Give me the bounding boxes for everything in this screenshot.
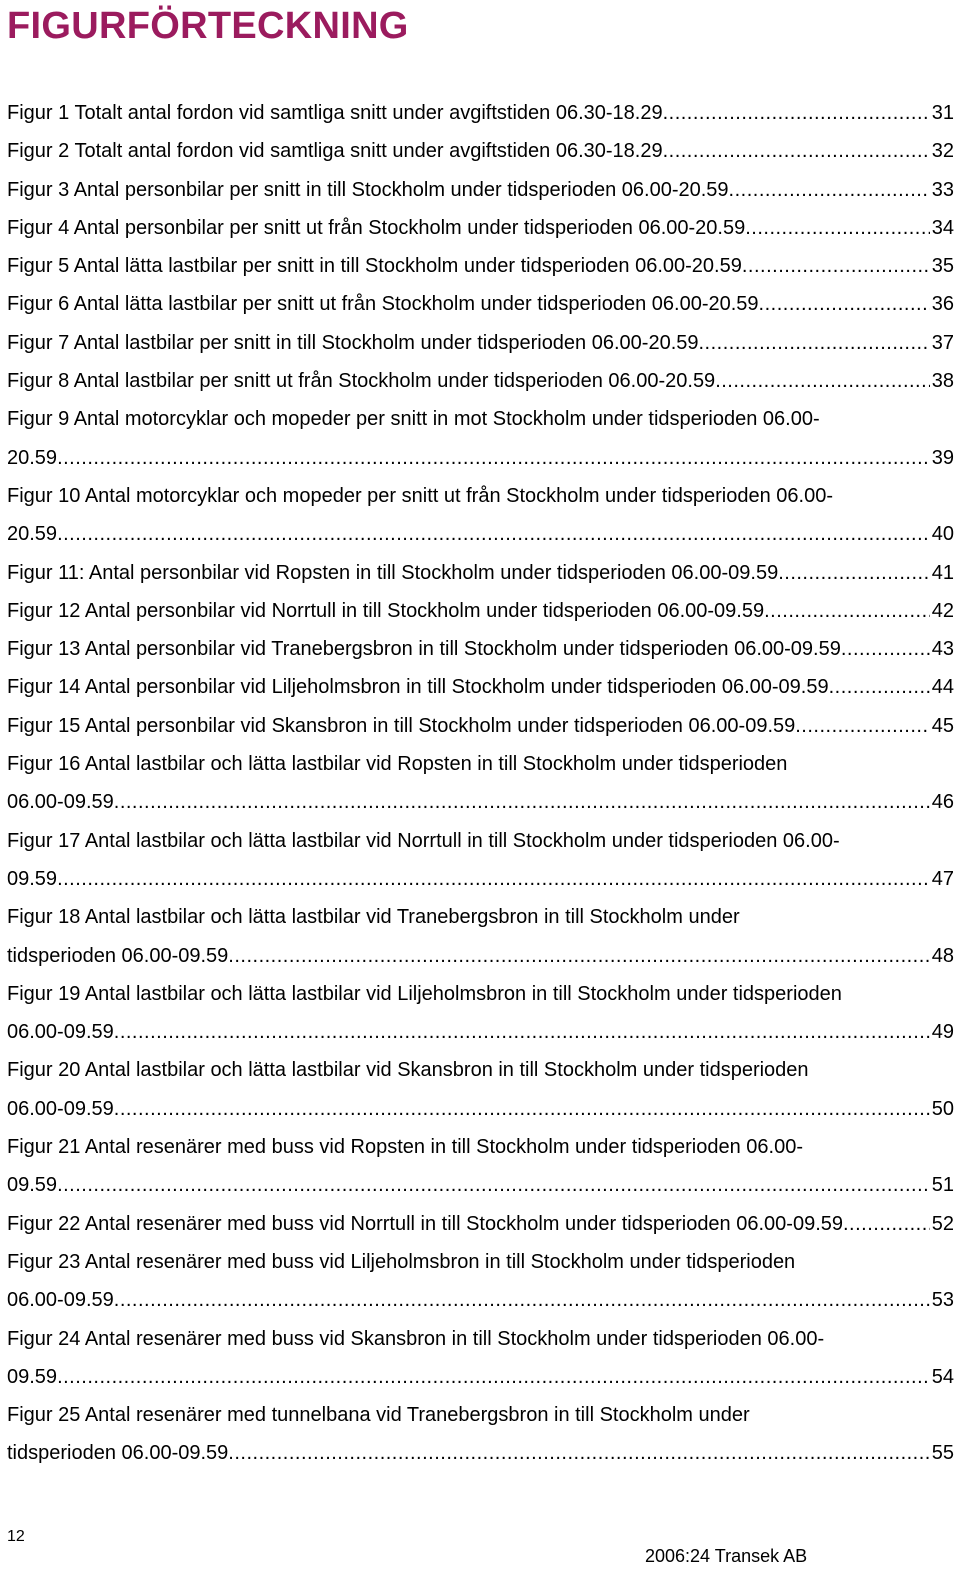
toc-entry[interactable] bbox=[7, 1396, 954, 1473]
toc-entry-text: 09.59 bbox=[7, 867, 58, 890]
toc-page-number: 34 bbox=[931, 216, 954, 239]
toc-entry-text: Figur 8 Antal lastbilar per snitt ut från Stockholm under tidsperioden 06.00-20.59 bbox=[7, 370, 716, 393]
page-title: FIGURFÖRTECKNING bbox=[7, 5, 409, 47]
toc-entry[interactable] bbox=[7, 745, 954, 822]
toc-entry-text: Figur 7 Antal lastbilar per snitt in till Stockholm under tidsperioden 06.00-20.59 bbox=[7, 331, 699, 354]
dot-leader bbox=[759, 285, 930, 323]
toc-entry-row bbox=[7, 209, 954, 247]
toc-entry-text: Figur 11: Antal personbilar vid Ropsten in till Stockholm under tidsperioden 06.00-09.59 bbox=[7, 561, 779, 584]
toc-entry-row bbox=[7, 707, 954, 745]
toc-entry-row bbox=[7, 247, 954, 285]
page-number: 12 bbox=[7, 1528, 25, 1545]
toc-page-number: 41 bbox=[931, 561, 954, 584]
toc-entry-text: 20.59 bbox=[7, 523, 58, 546]
toc-entry-row bbox=[7, 324, 954, 362]
toc-entry-row bbox=[7, 439, 954, 477]
toc-entry-text: Figur 19 Antal lastbilar och lätta lastbilar vid Liljeholmsbron in till Stockholm under tidsperioden bbox=[7, 982, 842, 1005]
toc-entry-row bbox=[7, 1090, 954, 1128]
dot-leader bbox=[57, 1358, 930, 1396]
toc-entry-text: 09.59 bbox=[7, 1365, 58, 1388]
toc-entry[interactable] bbox=[7, 592, 954, 630]
toc-entry[interactable] bbox=[7, 285, 954, 323]
toc-entry-row bbox=[7, 860, 954, 898]
toc-entry-text: Figur 10 Antal motorcyklar och mopeder per snitt ut från Stockholm under tidsperioden 06.00- bbox=[7, 484, 833, 507]
dot-leader bbox=[699, 324, 930, 362]
toc-page-number: 37 bbox=[931, 331, 954, 354]
toc-page-number: 40 bbox=[931, 523, 954, 546]
toc-entry-text: Figur 18 Antal lastbilar och lätta lastbilar vid Tranebergsbron in till Stockholm under bbox=[7, 906, 740, 929]
toc-page-number: 42 bbox=[931, 599, 954, 622]
toc-entry-text: Figur 16 Antal lastbilar och lätta lastbilar vid Ropsten in till Stockholm under tidsperioden bbox=[7, 753, 788, 776]
toc-entry-text: Figur 2 Totalt antal fordon vid samtliga snitt under avgiftstiden 06.30-18.29 bbox=[7, 140, 663, 163]
toc-entry-text: tidsperioden 06.00-09.59 bbox=[7, 1442, 229, 1465]
toc-entry-row bbox=[7, 1205, 954, 1243]
toc-entry-text: Figur 15 Antal personbilar vid Skansbron in till Stockholm under tidsperioden 06.00-09.59 bbox=[7, 714, 796, 737]
toc-entry-text: 06.00-09.59 bbox=[7, 791, 114, 814]
toc-entry-row bbox=[7, 1013, 954, 1051]
toc-page-number: 36 bbox=[931, 293, 954, 316]
dot-leader bbox=[729, 171, 930, 209]
toc-page-number: 45 bbox=[931, 714, 954, 737]
toc-entry-row bbox=[7, 554, 954, 592]
dot-leader bbox=[764, 592, 930, 630]
toc-entry-text: Figur 4 Antal personbilar per snitt ut från Stockholm under tidsperioden 06.00-20.59 bbox=[7, 216, 746, 239]
toc-entry-row bbox=[7, 937, 954, 975]
toc-entry-row bbox=[7, 362, 954, 400]
toc-entry-row bbox=[7, 1166, 954, 1204]
toc-entry[interactable] bbox=[7, 171, 954, 209]
toc-page-number: 33 bbox=[931, 178, 954, 201]
toc-entry-row bbox=[7, 1281, 954, 1319]
toc-entry[interactable] bbox=[7, 1051, 954, 1128]
toc-entry-text: Figur 14 Antal personbilar vid Liljeholmsbron in till Stockholm under tidsperioden 06.00-09.59 bbox=[7, 676, 829, 699]
toc-entry-text: Figur 20 Antal lastbilar och lätta lastbilar vid Skansbron in till Stockholm under tidsperioden bbox=[7, 1059, 809, 1082]
dot-leader bbox=[795, 707, 930, 745]
toc-page-number: 43 bbox=[931, 638, 954, 661]
toc-entry-row bbox=[7, 515, 954, 553]
toc-entry-row bbox=[7, 1434, 954, 1472]
toc-entry-text: Figur 9 Antal motorcyklar och mopeder per snitt in mot Stockholm under tidsperioden 06.00- bbox=[7, 408, 820, 431]
toc-page-number: 35 bbox=[931, 255, 954, 278]
toc-entry-text: Figur 25 Antal resenärer med tunnelbana vid Tranebergsbron in till Stockholm under bbox=[7, 1404, 750, 1427]
toc-entry[interactable] bbox=[7, 554, 954, 592]
dot-leader bbox=[745, 209, 930, 247]
toc-page-number: 44 bbox=[931, 676, 954, 699]
toc-entry-text: Figur 5 Antal lätta lastbilar per snitt in till Stockholm under tidsperioden 06.00-20.59 bbox=[7, 255, 742, 278]
toc-page-number: 31 bbox=[931, 102, 954, 124]
dot-leader bbox=[228, 1434, 929, 1472]
toc-page-number: 52 bbox=[931, 1212, 954, 1235]
toc-page-number: 46 bbox=[931, 791, 954, 814]
toc-entry-row bbox=[7, 132, 954, 170]
toc-entry-row bbox=[7, 783, 954, 821]
dot-leader bbox=[829, 668, 930, 706]
toc-entry[interactable] bbox=[7, 94, 954, 132]
toc-entry-text: Figur 17 Antal lastbilar och lätta lastbilar vid Norrtull in till Stockholm under tidsperioden 06.00- bbox=[7, 829, 840, 852]
toc-page-number: 50 bbox=[931, 1097, 954, 1120]
toc-entry-text: Figur 12 Antal personbilar vid Norrtull in till Stockholm under tidsperioden 06.00-09.59 bbox=[7, 599, 765, 622]
toc-entry-text: 06.00-09.59 bbox=[7, 1021, 114, 1044]
toc-entry[interactable] bbox=[7, 1205, 954, 1243]
toc-entry[interactable] bbox=[7, 707, 954, 745]
toc-page-number: 39 bbox=[931, 446, 954, 469]
toc-entry-text: Figur 21 Antal resenärer med buss vid Ropsten in till Stockholm under tidsperioden 06.00- bbox=[7, 1136, 803, 1159]
toc-page-number: 55 bbox=[931, 1442, 954, 1465]
toc-page-number: 47 bbox=[931, 867, 954, 890]
toc-page-number: 53 bbox=[931, 1289, 954, 1312]
toc-entry-text: 06.00-09.59 bbox=[7, 1289, 114, 1312]
dot-leader bbox=[57, 860, 930, 898]
dot-leader bbox=[742, 247, 930, 285]
dot-leader bbox=[663, 94, 930, 132]
dot-leader bbox=[715, 362, 930, 400]
toc-page-number: 49 bbox=[931, 1021, 954, 1044]
toc-entry[interactable] bbox=[7, 477, 954, 554]
dot-leader bbox=[114, 783, 930, 821]
toc-entry-text: Figur 24 Antal resenärer med buss vid Skansbron in till Stockholm under tidsperioden 06.00- bbox=[7, 1327, 825, 1350]
toc-entry[interactable] bbox=[7, 209, 954, 247]
toc-entry[interactable] bbox=[7, 630, 954, 668]
dot-leader bbox=[778, 554, 930, 592]
toc-entry-row bbox=[7, 171, 954, 209]
dot-leader bbox=[114, 1281, 930, 1319]
dot-leader bbox=[663, 132, 930, 170]
toc-entry-row bbox=[7, 630, 954, 668]
toc-entry[interactable] bbox=[7, 324, 954, 362]
toc-page-number: 51 bbox=[931, 1174, 954, 1197]
toc-entry[interactable] bbox=[7, 668, 954, 706]
toc-entry-text: Figur 3 Antal personbilar per snitt in till Stockholm under tidsperioden 06.00-20.59 bbox=[7, 178, 729, 201]
toc-entry[interactable] bbox=[7, 1243, 954, 1320]
toc-entry[interactable] bbox=[7, 1320, 954, 1397]
toc-entry[interactable] bbox=[7, 898, 954, 975]
toc-entry[interactable] bbox=[7, 822, 954, 899]
toc-page-number: 54 bbox=[931, 1365, 954, 1388]
dot-leader bbox=[843, 1205, 930, 1243]
toc-entry-text: tidsperioden 06.00-09.59 bbox=[7, 944, 229, 967]
toc-page-number: 38 bbox=[931, 370, 954, 393]
dot-leader bbox=[57, 1166, 930, 1204]
toc-entry-text: Figur 13 Antal personbilar vid Tranebergsbron in till Stockholm under tidsperioden 06.00-09.59 bbox=[7, 638, 841, 661]
toc-entry[interactable] bbox=[7, 362, 954, 400]
toc-entry[interactable] bbox=[7, 247, 954, 285]
dot-leader bbox=[57, 515, 930, 553]
toc-entry-row bbox=[7, 285, 954, 323]
toc-entry-text: 20.59 bbox=[7, 446, 58, 469]
figure-list bbox=[7, 94, 954, 1473]
toc-entry[interactable] bbox=[7, 400, 954, 477]
toc-entry-row bbox=[7, 1358, 954, 1396]
dot-leader bbox=[114, 1090, 930, 1128]
toc-page-number: 32 bbox=[931, 140, 954, 163]
toc-entry-text: 06.00-09.59 bbox=[7, 1097, 114, 1120]
footer-text: 2006:24 Transek AB bbox=[645, 1546, 808, 1566]
toc-entry-text: Figur 6 Antal lätta lastbilar per snitt ut från Stockholm under tidsperioden 06.00-20.59 bbox=[7, 293, 759, 316]
dot-leader bbox=[57, 439, 930, 477]
toc-entry-row bbox=[7, 94, 954, 132]
toc-entry-text: Figur 22 Antal resenärer med buss vid Norrtull in till Stockholm under tidsperioden 06.00-09.59 bbox=[7, 1212, 843, 1235]
toc-entry[interactable] bbox=[7, 975, 954, 1052]
toc-entry[interactable] bbox=[7, 132, 954, 170]
toc-entry-text: 09.59 bbox=[7, 1174, 58, 1197]
dot-leader bbox=[841, 630, 930, 668]
toc-entry[interactable] bbox=[7, 1128, 954, 1205]
toc-entry-row bbox=[7, 668, 954, 706]
toc-page-number: 48 bbox=[931, 944, 954, 967]
dot-leader bbox=[228, 937, 929, 975]
dot-leader bbox=[114, 1013, 930, 1051]
toc-entry-text: Figur 23 Antal resenärer med buss vid Liljeholmsbron in till Stockholm under tidsperioden bbox=[7, 1250, 796, 1273]
toc-entry-row bbox=[7, 592, 954, 630]
toc-entry-text: Figur 1 Totalt antal fordon vid samtliga snitt under avgiftstiden 06.30-18.29 bbox=[7, 102, 663, 124]
